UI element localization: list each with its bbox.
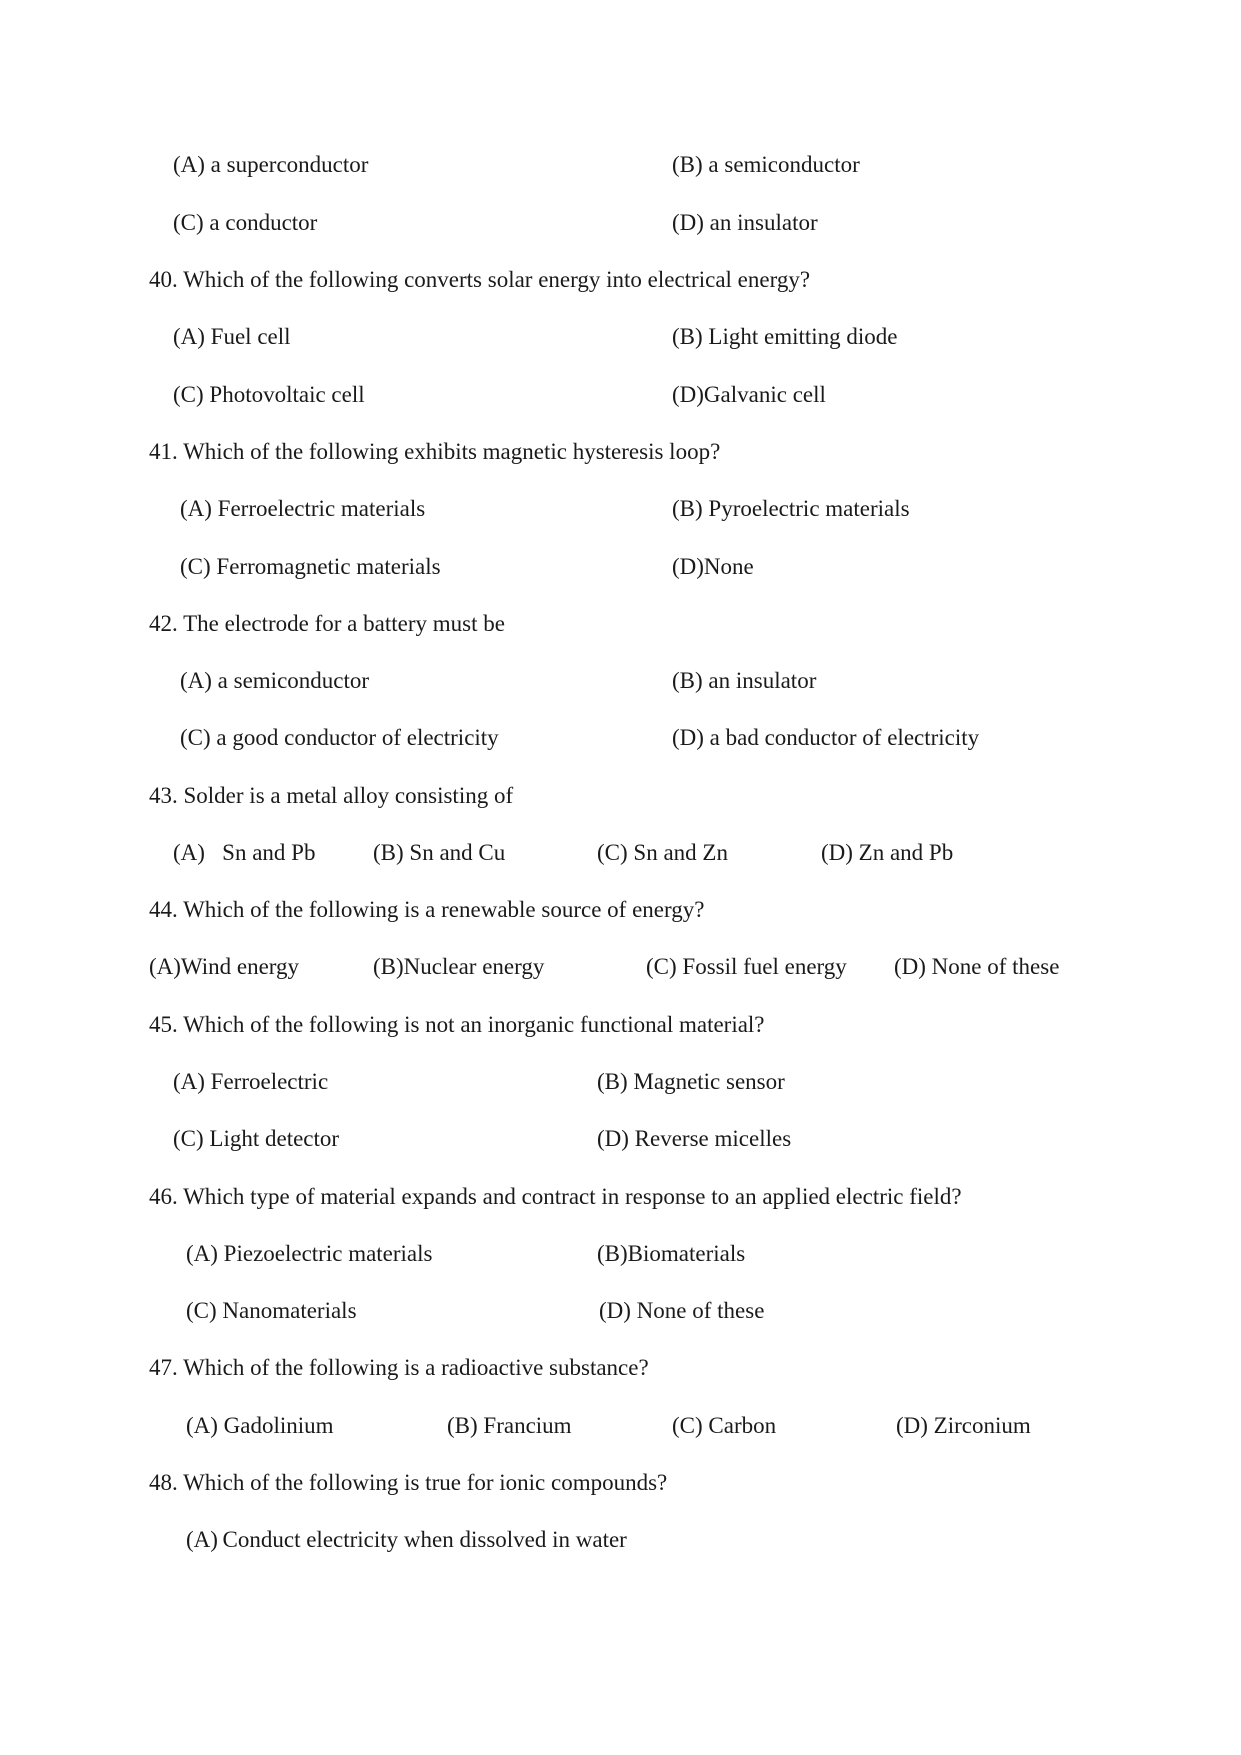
q48-option-a: (A) Conduct electricity when dissolved in water bbox=[186, 1527, 627, 1552]
q44-option-d: (D) None of these bbox=[894, 954, 1060, 979]
q47-option-b: (B) Francium bbox=[447, 1413, 572, 1438]
q43-option-b: (B) Sn and Cu bbox=[373, 840, 506, 865]
q42-option-d: (D) a bad conductor of electricity bbox=[672, 725, 980, 750]
q40-option-d: (D)Galvanic cell bbox=[672, 382, 826, 407]
q44-option-b: (B)Nuclear energy bbox=[373, 954, 545, 979]
q41-option-c: (C) Ferromagnetic materials bbox=[180, 554, 441, 579]
q40-text: 40. Which of the following converts solar energy into electrical energy? bbox=[149, 267, 811, 292]
q42-option-a: (A) a semiconductor bbox=[180, 668, 370, 693]
q42-option-c: (C) a good conductor of electricity bbox=[180, 725, 499, 750]
q45-text: 45. Which of the following is not an inorganic functional material? bbox=[149, 1012, 765, 1037]
q44-text: 44. Which of the following is a renewable source of energy? bbox=[149, 897, 705, 922]
q45-option-a: (A) Ferroelectric bbox=[173, 1069, 329, 1094]
q39-option-b: (B) a semiconductor bbox=[672, 152, 860, 177]
q44-option-c: (C) Fossil fuel energy bbox=[646, 954, 847, 979]
q44-option-a: (A)Wind energy bbox=[149, 954, 300, 979]
q43-option-c: (C) Sn and Zn bbox=[597, 840, 728, 865]
q46-text: 46. Which type of material expands and contract in response to an applied electric field? bbox=[149, 1184, 962, 1209]
q41-option-d: (D)None bbox=[672, 554, 754, 579]
q40-option-b: (B) Light emitting diode bbox=[672, 324, 898, 349]
q46-option-b: (B)Biomaterials bbox=[597, 1241, 746, 1266]
q45-option-c: (C) Light detector bbox=[173, 1126, 340, 1151]
q41-option-a: (A) Ferroelectric materials bbox=[180, 496, 426, 521]
q42-option-b: (B) an insulator bbox=[672, 668, 817, 693]
q46-option-a: (A) Piezoelectric materials bbox=[186, 1241, 433, 1266]
q42-text: 42. The electrode for a battery must be bbox=[149, 611, 505, 636]
q47-option-a: (A) Gadolinium bbox=[186, 1413, 334, 1438]
q45-option-d: (D) Reverse micelles bbox=[597, 1126, 792, 1151]
q39-option-a: (A) a superconductor bbox=[173, 152, 369, 177]
q41-option-b: (B) Pyroelectric materials bbox=[672, 496, 910, 521]
q40-option-a: (A) Fuel cell bbox=[173, 324, 291, 349]
q39-option-d: (D) an insulator bbox=[672, 210, 818, 235]
q43-option-a: (A) Sn and Pb bbox=[173, 840, 316, 865]
q47-option-d: (D) Zirconium bbox=[896, 1413, 1031, 1438]
q43-option-d: (D) Zn and Pb bbox=[821, 840, 954, 865]
q40-option-c: (C) Photovoltaic cell bbox=[173, 382, 365, 407]
q41-text: 41. Which of the following exhibits magnetic hysteresis loop? bbox=[149, 439, 721, 464]
q46-option-c: (C) Nanomaterials bbox=[186, 1298, 357, 1323]
q39-option-c: (C) a conductor bbox=[173, 210, 318, 235]
q48-text: 48. Which of the following is true for ionic compounds? bbox=[149, 1470, 668, 1495]
q47-option-c: (C) Carbon bbox=[672, 1413, 777, 1438]
q46-option-d: (D) None of these bbox=[599, 1298, 765, 1323]
q47-text: 47. Which of the following is a radioactive substance? bbox=[149, 1355, 649, 1380]
q43-text: 43. Solder is a metal alloy consisting of bbox=[149, 783, 514, 808]
q45-option-b: (B) Magnetic sensor bbox=[597, 1069, 785, 1094]
